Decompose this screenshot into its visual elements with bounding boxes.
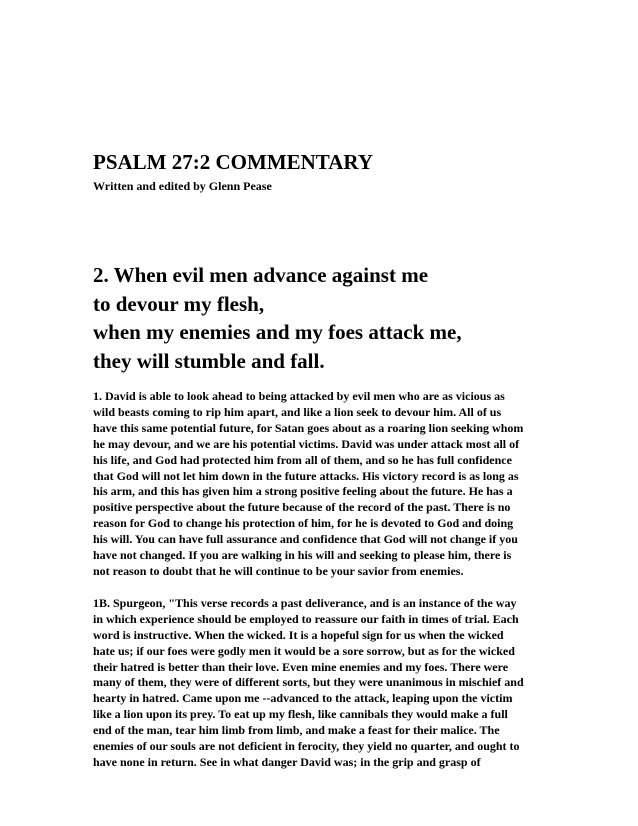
paragraph-line: hearty in hatred. Came upon me --advanced to the attack, leaping upon the victim bbox=[93, 691, 513, 706]
paragraph-line: have none in return. See in what danger David was; in the grip and grasp of bbox=[93, 754, 481, 769]
commentary-paragraph-1 bbox=[93, 389, 553, 580]
paragraph-line: he may devour, and we are his potential victims. David was under attack most all of bbox=[93, 436, 520, 451]
paragraph-line: like a lion upon its prey. To eat up my flesh, like cannibals they would make a full bbox=[93, 707, 508, 722]
paragraph-line: have not changed. If you are walking in his will and seeking to please him, there is bbox=[93, 548, 512, 563]
paragraph-line: 1B. Spurgeon, "This verse records a past deliverance, and is an instance of the way bbox=[93, 595, 517, 610]
paragraph-line: have this same potential future, for Satan goes about as a roaring lion seeking whom bbox=[93, 420, 524, 435]
commentary-paragraph-2 bbox=[93, 596, 553, 771]
document-title: PSALM 27:2 COMMENTARY bbox=[93, 150, 374, 174]
document-byline: Written and edited by Glenn Pease bbox=[93, 179, 272, 193]
verse-line: they will stumble and fall. bbox=[93, 348, 325, 373]
paragraph-line: positive perspective about the future because of the record of the past. There is no bbox=[93, 500, 511, 515]
paragraph-line: his will. You can have full assurance and confidence that God will not change if you bbox=[93, 532, 518, 547]
verse-line: 2. When evil men advance against me bbox=[93, 263, 429, 287]
verse-line: when my enemies and my foes attack me, bbox=[93, 320, 462, 344]
paragraph-line: his life, and God had protected him from all of them, and so he has full confidence bbox=[93, 452, 512, 467]
verse-block bbox=[93, 261, 553, 375]
document-page bbox=[93, 150, 553, 771]
paragraph-line: that God will not let him down in the future attacks. His victory record is as long as bbox=[93, 468, 519, 483]
paragraph-line: word is instructive. When the wicked. It is a hopeful sign for us when the wicked bbox=[93, 627, 504, 642]
paragraph-line: enemies of our souls are not deficient in ferocity, they yield no quarter, and ought to bbox=[93, 739, 520, 754]
paragraph-line: hate us; if our foes were godly men it would be a sore sorrow, but as for the wicked bbox=[93, 643, 515, 658]
verse-line: to devour my flesh, bbox=[93, 291, 265, 316]
paragraph-line: end of the man, tear him limb from limb, and make a feast for their malice. The bbox=[93, 723, 500, 738]
paragraph-line: their hatred is better than their love. Even mine enemies and my foes. There were bbox=[93, 659, 509, 674]
paragraph-line: many of them, they were of different sorts, but they were unanimous in mischief and bbox=[93, 675, 524, 690]
paragraph-line: 1. David is able to look ahead to being attacked by evil men who are as vicious as bbox=[93, 389, 505, 403]
paragraph-line: not reason to doubt that he will continue to be your savior from enemies. bbox=[93, 563, 464, 578]
paragraph-line: his arm, and this has given him a strong positive feeling about the future. He has a bbox=[93, 484, 513, 499]
paragraph-line: wild beasts coming to rip him apart, and like a lion seek to devour him. All of us bbox=[93, 404, 502, 419]
paragraph-line: in which experience should be employed to reassure our faith in times of trial. Each bbox=[93, 611, 519, 626]
paragraph-line: reason for God to change his protection of him, for he is devoted to God and doing bbox=[93, 516, 514, 531]
